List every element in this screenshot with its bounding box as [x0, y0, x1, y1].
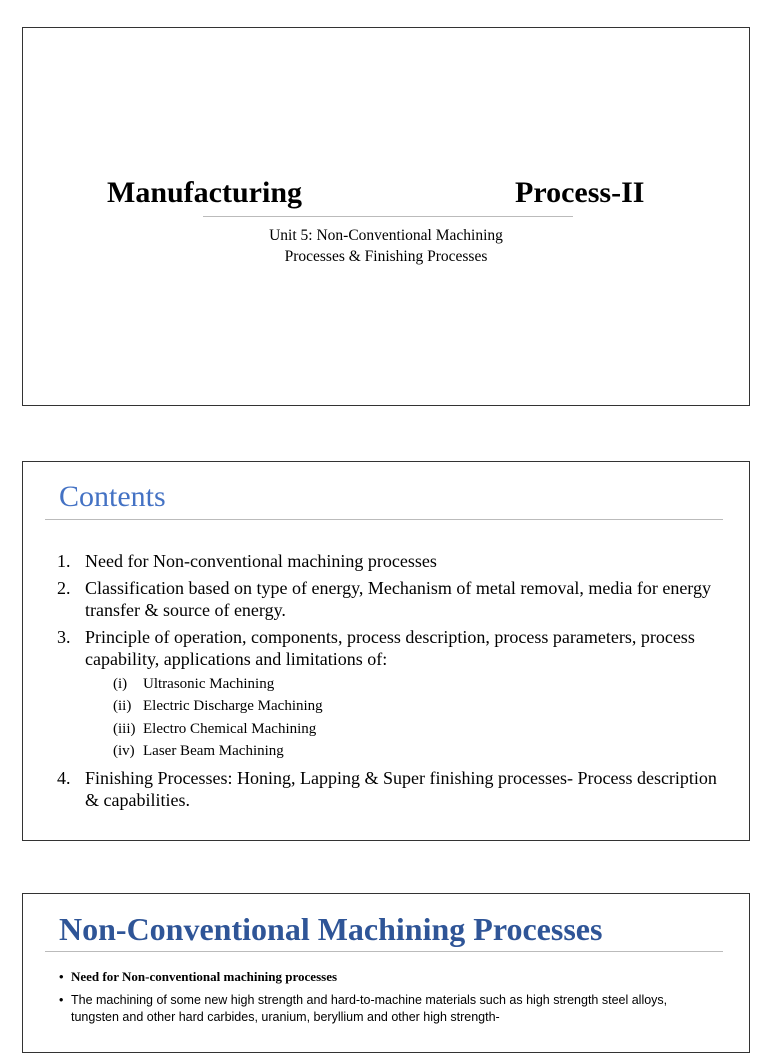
- sub-item-number: (iii): [113, 720, 136, 737]
- list-item: [57, 550, 717, 573]
- bullet-text: Need for Non-conventional machining processes: [71, 969, 338, 984]
- ncmp-heading: Non-Conventional Machining Processes: [59, 911, 603, 947]
- ncmp-slide: [22, 893, 750, 1053]
- list-item-number: 1.: [57, 551, 71, 571]
- slide-title-left: Manufacturing: [107, 176, 302, 209]
- bullet-item: [59, 968, 699, 986]
- contents-list: [57, 550, 717, 816]
- sub-item-number: (iv): [113, 743, 135, 759]
- sub-list-item: [85, 740, 717, 763]
- sub-list-item: [85, 673, 717, 696]
- sub-item-text: Electro Chemical Machining: [143, 720, 317, 737]
- slide-title-right: Process-II: [515, 176, 645, 209]
- bullet-icon: •: [59, 969, 64, 984]
- sub-item-text: Electric Discharge Machining: [143, 698, 323, 714]
- sub-list-item: [85, 695, 717, 718]
- sub-item-text: Laser Beam Machining: [143, 743, 284, 759]
- title-divider: [203, 216, 573, 217]
- sub-item-number: (i): [113, 675, 128, 692]
- bullet-item: [59, 992, 699, 1026]
- list-item-number: 3.: [57, 626, 71, 647]
- sub-list: [85, 673, 717, 763]
- list-item-text: Finishing Processes: Honing, Lapping & Super finishing processes- Process description & capabilities.: [85, 767, 717, 810]
- list-item: [57, 577, 717, 622]
- sub-list-item: [85, 718, 717, 741]
- slide-subtitle-line1: Unit 5: Non-Conventional Machining: [269, 227, 503, 244]
- list-item-number: 2.: [57, 577, 71, 598]
- ncmp-bullet-list: [59, 968, 699, 1026]
- bullet-text: The machining of some new high strength and hard-to-machine materials such as high strength steel alloys, tungsten and other hard carbides, uranium, beryllium and other high strength-: [71, 993, 668, 1024]
- contents-slide: [22, 461, 750, 841]
- slide-subtitle-line2: Processes & Finishing Processes: [284, 248, 488, 265]
- bullet-icon: •: [59, 993, 64, 1007]
- title-slide: [22, 27, 750, 406]
- list-item-text: Classification based on type of energy, Mechanism of metal removal, media for energy transfer & source of energy.: [85, 577, 711, 620]
- sub-item-text: Ultrasonic Machining: [143, 675, 275, 692]
- ncmp-divider: [45, 951, 723, 952]
- list-item: [57, 767, 717, 812]
- contents-divider: [45, 519, 723, 520]
- list-item-text: Need for Non-conventional machining processes: [85, 551, 437, 571]
- sub-item-number: (ii): [113, 698, 132, 714]
- list-item: [57, 626, 717, 763]
- list-item-text: Principle of operation, components, process description, process parameters, process capability, applications and limitations of:: [85, 626, 695, 669]
- list-item-number: 4.: [57, 767, 71, 788]
- contents-heading: Contents: [59, 480, 166, 513]
